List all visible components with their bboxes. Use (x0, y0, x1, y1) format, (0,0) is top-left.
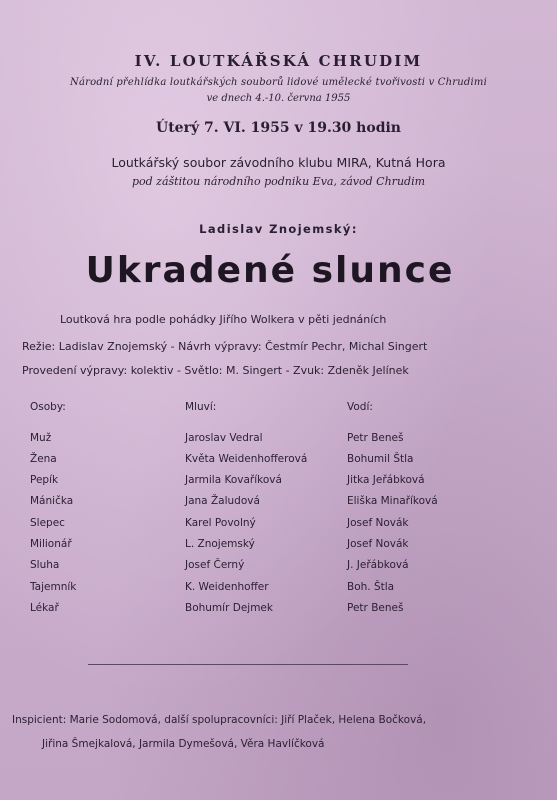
voice-cell: Bohumír Dejmek (185, 602, 273, 614)
role-cell: Sluha (30, 559, 60, 571)
voice-cell: Květa Weidenhofferová (185, 453, 308, 465)
festival-dates: ve dnech 4.-10. června 1955 (206, 93, 351, 104)
voice-cell: K. Weidenhoffer (185, 581, 269, 593)
play-description: Loutková hra podle pohádky Jiřího Wolkera v pěti jednáních (60, 313, 387, 326)
credits-line-1: Režie: Ladislav Znojemský - Návrh výpravy: Čestmír Pechr, Michal Singert (22, 340, 428, 353)
author-name: Ladislav Znojemský: (199, 222, 358, 236)
divider-rule (88, 664, 408, 665)
credits-line-2: Provedení výpravy: kolektiv - Světlo: M. Singert - Zvuk: Zdeněk Jelínek (22, 364, 409, 377)
voice-cell: Jaroslav Vedral (185, 432, 263, 444)
voice-cell: Jarmila Kovaříková (185, 474, 282, 486)
puppeteer-cell: Eliška Minaříková (347, 495, 438, 507)
role-cell: Pepík (30, 474, 59, 486)
role-cell: Žena (30, 453, 57, 465)
role-cell: Muž (30, 432, 52, 444)
role-cell: Tajemník (30, 581, 77, 593)
puppeteer-cell: Petr Beneš (347, 602, 404, 614)
footer-line-1: Inspicient: Marie Sodomová, další spolupracovníci: Jiří Plaček, Helena Bočková, (12, 714, 427, 726)
patronage: pod záštitou národního podniku Eva, závod Chrudim (131, 175, 426, 188)
voice-cell: L. Znojemský (185, 538, 255, 550)
festival-subtitle: Národní přehlídka loutkářských souborů lidové umělecké tvořivosti v Chrudimi (70, 77, 487, 88)
voice-cell: Josef Černý (185, 559, 245, 571)
footer-line-2: Jiřina Šmejkalová, Jarmila Dymešová, Věra Havlíčková (42, 738, 325, 750)
performance-datetime: Úterý 7. VI. 1955 v 19.30 hodin (156, 120, 401, 136)
voice-cell: Karel Povolný (185, 517, 256, 529)
puppeteer-cell: Boh. Štla (347, 581, 395, 593)
puppeteer-cell: Josef Novák (347, 517, 409, 529)
play-title: Ukradené slunce (85, 250, 455, 291)
role-cell: Slepec (30, 517, 65, 529)
role-cell: Milionář (30, 538, 72, 550)
voice-cell: Jana Žaludová (185, 495, 260, 507)
role-cell: Lékař (30, 602, 59, 614)
header-roles: Osoby: (30, 401, 66, 413)
ensemble-name: Loutkářský soubor závodního klubu MIRA, Kutná Hora (111, 155, 446, 170)
header-voices: Mluví: (185, 401, 217, 413)
puppeteer-cell: Petr Beneš (347, 432, 404, 444)
header-puppeteers: Vodí: (347, 401, 373, 413)
festival-title: IV. LOUTKÁŘSKÁ CHRUDIM (134, 52, 423, 70)
puppeteer-cell: Bohumil Štla (347, 453, 414, 465)
role-cell: Mánička (30, 495, 74, 507)
puppeteer-cell: Jitka Jeřábková (347, 474, 425, 486)
puppeteer-cell: Josef Novák (347, 538, 409, 550)
puppeteer-cell: J. Jeřábková (347, 559, 409, 571)
